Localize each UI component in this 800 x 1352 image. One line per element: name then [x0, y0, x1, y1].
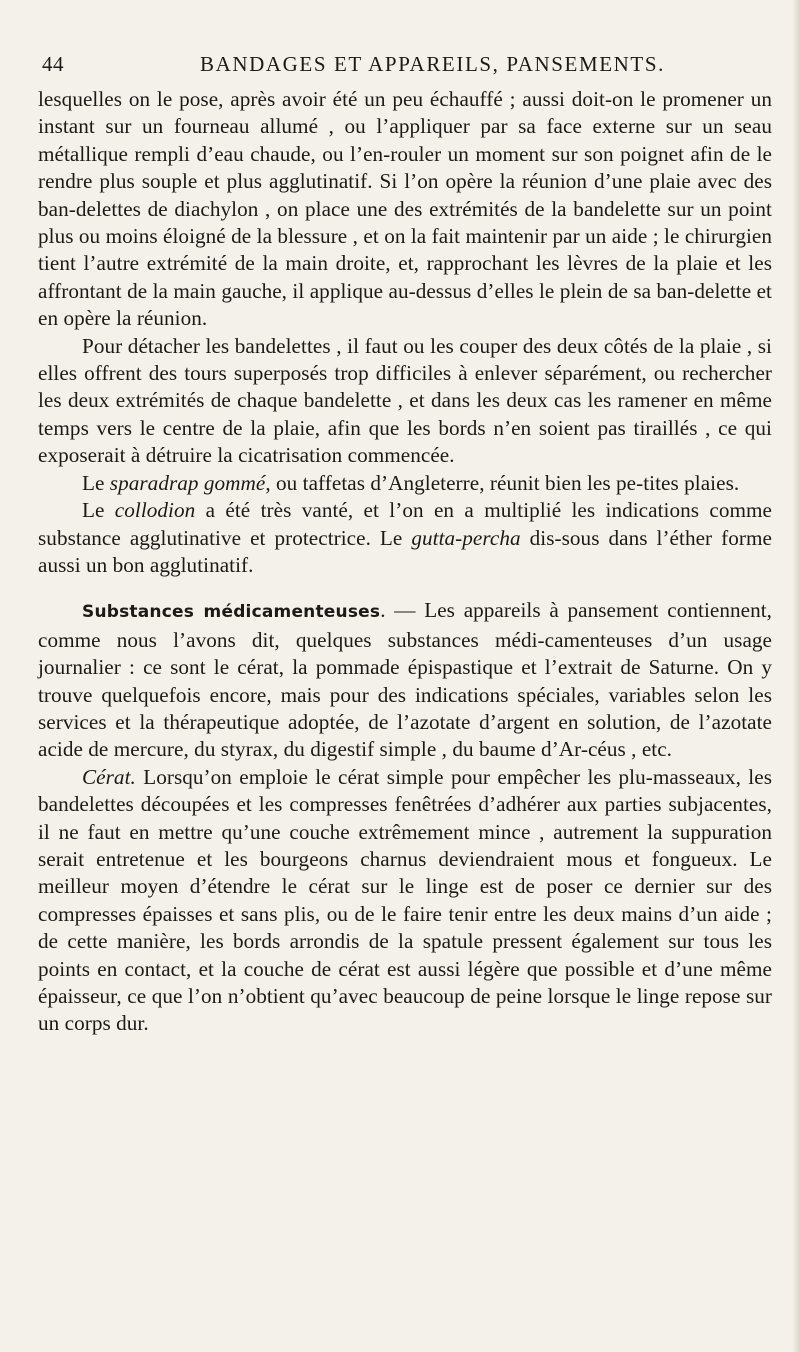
paragraph-continuation: lesquelles on le pose, après avoir été un peu échauffé ; aussi doit-on le promener un instant sur un fourneau allumé , ou l’appliquer par sa face externe sur un seau métallique rempli d’eau chaude, ou l’en-rouler un moment sur son poignet afin de le rendre plus souple et plus agglutinatif. Si l’on opère la réunion d’une plaie avec des ban-delettes de diachylon , on place une des extrémités de la bandelette sur un point plus ou moins éloigné de la blessure , et on la fait maintenir par un aide ; le chirurgien tient l’autre extrémité de la main droite, et, rapprochant les lèvres de la plaie et les affrontant de la main gauche, il applique au-dessus d’elles le plein de sa ban-delette et en opère la réunion. — [38, 87, 772, 331]
paragraph-substances — [38, 597, 772, 763]
p6-text: Lorsqu’on emploie le cérat simple pour empêcher les plu-masseaux, les bandelettes découpées et les compresses fenêtrées d’adhérer aux parties subjacentes, il ne faut en mettre qu’une couche extrêmement mince , autrement la suppuration serait entretenue et les bourgeons charnus deviendraient mous et fongueux. Le meilleur moyen d’étendre le cérat sur le linge est de poser ce dernier sur des compresses épaisses et sans plis, ou de le faire tenir entre les deux mains d’un aide ; de cette manière, les bords arrondis de la spatule pressent également sur tous les points en contact, et la couche de cérat est aussi légère que possible et d’une même épaisseur, ce que l’on n’obtient qu’avec beaucoup de peine lorsque le linge repose sur un corps dur. — [38, 764, 772, 1036]
running-head: BANDAGES ET APPAREILS, PANSEMENTS. — [200, 52, 665, 76]
paragraph-collodion — [38, 497, 772, 579]
section-title-substances: Substances médicamenteuses — [82, 602, 381, 623]
page-edge-shadow — [792, 0, 800, 1352]
paragraph-detaching-bandelettes: Pour détacher les bandelettes , il faut ou les couper des deux côtés de la plaie , si elles offrent des tours superposés trop difficiles à enlever séparément, ou rechercher les deux extrémités de chaque bandelette , et dans les deux cas les ramener en même temps vers le centre de la plaie, afin que les bords n’en soient pas tiraillés , ce qui exposerait à détruire la cicatrisation commencée. — [38, 333, 772, 468]
term-collodion: collodion — [114, 498, 196, 523]
paragraph-cerat — [38, 764, 772, 1038]
p4-middle: a été très vanté, et l’on en a multiplié les indications comme substance agglutinative et protectrice. Le — [38, 498, 773, 550]
page-header — [38, 52, 772, 86]
p4-prefix: Le — [82, 498, 115, 523]
p5-text: . — Les appareils à pansement contiennent, comme nous l’avons dit, quelques substances médi-camenteuses d’un usage journalier : ce sont le cérat, la pommade épispastique et l’extrait de Saturne. On y trouve quelquefois encore, mais pour des indications spéciales, variables selon les services et la thérapeutique adoptée, de l’azotate d’argent en solution, de l’azotate acide de mercure, du styrax, du digestif simple , du baume d’Ar-céus , etc. — [38, 598, 773, 762]
p3-suffix: , ou taffetas d’Angleterre, réunit bien les pe-tites plaies. — [265, 470, 740, 495]
term-sparadrap: sparadrap gommé — [109, 470, 266, 495]
paragraph-sparadrap — [38, 470, 772, 497]
p4-suffix: dis-sous dans l’éther forme aussi un bon agglutinatif. — [38, 525, 772, 577]
p3-prefix: Le — [82, 470, 110, 495]
page-number: 44 — [42, 52, 64, 76]
term-cerat: Cérat. — [82, 764, 136, 789]
term-gutta-percha: gutta-percha — [411, 525, 521, 550]
body-text — [38, 86, 772, 1038]
